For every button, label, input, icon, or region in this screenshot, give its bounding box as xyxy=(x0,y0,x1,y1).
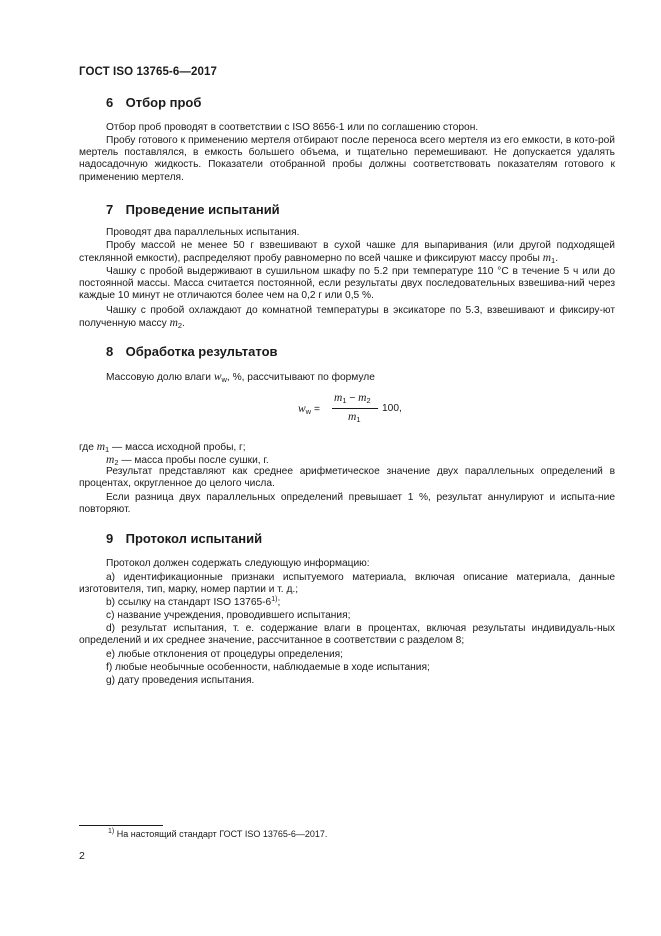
list-item: c) название учреждения, проводившего испытания; xyxy=(106,610,351,621)
footnote-separator xyxy=(79,825,163,826)
formula-lhs: $w_w$ = xyxy=(298,403,320,416)
paragraph: Пробу массой не менее 50 г взвешивают в сухой чашке для выпаривания (или другой подходящей стеклянной емкости), распределяют пробу равномерно по всей чашке и фиксируют массу пробы $m_1$. xyxy=(79,240,615,266)
variable-definition-m2: $m_2$ — масса пробы после сушки, г. xyxy=(106,454,269,467)
paragraph: Чашку с пробой выдерживают в сушильном шкафу по 5.2 при температуре 110 °С в течение 5 ч или до постоянной массы. Масса считается постоянной, если результаты двух последовательных взвешива-ний через каждые 10 минут не отличаются более чем на 0,2 г или 0,5 %. xyxy=(79,266,615,302)
list-item: а) идентификационные признаки испытуемого материала, включая описание материала, данные изготовителя, тип, марку, номер партии и т. д.; xyxy=(79,572,615,596)
section-8-heading xyxy=(106,344,278,359)
list-item: f) любые необычные особенности, наблюдаемые в ходе испытания; xyxy=(106,662,430,673)
paragraph: Результат представляют как среднее арифметическое значение двух параллельных определений в процентах, округленное до целого числа. xyxy=(79,466,615,490)
list-item: g) дату проведения испытания. xyxy=(106,675,255,686)
section-title: Протокол испытаний xyxy=(125,531,263,546)
variable: m xyxy=(542,252,552,265)
list-item: b) ссылку на стандарт ISO 13765-6$^{1)}$; xyxy=(106,596,281,608)
list-item: e) любые отклонения от процедуры определения; xyxy=(106,649,344,660)
variable: w xyxy=(213,371,222,383)
formula-numerator: $m_1 - m_2$ xyxy=(334,392,371,405)
formula-denominator: $m_1$ xyxy=(348,411,361,424)
paragraph: Проводят два параллельных испытания. xyxy=(106,227,300,238)
section-number: 6 xyxy=(106,95,114,110)
section-title: Проведение испытаний xyxy=(125,202,280,217)
paragraph: Чашку с пробой охлаждают до комнатной температуры в эксикаторе по 5.3, взвешивают и фиксиру-ют полученную массу $m_2$. xyxy=(79,305,615,331)
section-7-heading xyxy=(106,202,280,217)
section-6-heading xyxy=(106,95,201,110)
section-title: Обработка результатов xyxy=(125,344,278,359)
section-number: 9 xyxy=(106,531,114,546)
section-number: 8 xyxy=(106,344,114,359)
paragraph: Массовую долю влаги $w_w$, %, рассчитывают по формуле xyxy=(106,371,375,384)
section-9-heading xyxy=(106,531,262,546)
section-title: Отбор проб xyxy=(125,95,202,110)
paragraph: Протокол должен содержать следующую информацию: xyxy=(106,558,370,569)
moisture-formula xyxy=(298,392,408,426)
paragraph: Если разница двух параллельных определений превышает 1 %, результат аннулируют и испыта-ние повторяют. xyxy=(79,492,615,516)
paragraph: Пробу готового к применению мертеля отбирают после переноса всего мертеля из его емкости, в кото-рой мертель поставлялся, в емкость большего объема, и тщательно перемешивают. Не допускается удалять надосадочную жидкость. Показатели отобранной пробы должны соответствовать показателям готового к применению мертеля. xyxy=(79,135,615,183)
footnote: $^{1)}$ На настоящий стандарт ГОСТ ISO 13765-6—2017. xyxy=(108,828,328,839)
list-item: d) результат испытания, т. е. содержание влаги в процентах, включая результаты индивидуаль-ных определений и их среднее значение, рассчитанное в соответствии с разделом 8; xyxy=(79,623,615,647)
fraction-line xyxy=(332,408,378,409)
variable-definition-m1: где $m_1$ — масса исходной пробы, г; xyxy=(79,441,246,454)
section-number: 7 xyxy=(106,202,114,217)
footnote-ref: 1) xyxy=(271,596,278,603)
variable: m xyxy=(169,317,178,330)
paragraph: Отбор проб проводят в соответствии с ISO 8656-1 или по соглашению сторон. xyxy=(106,122,479,133)
formula-tail: 100, xyxy=(382,403,402,414)
page-number: 2 xyxy=(79,850,85,862)
standard-code-header: ГОСТ ISO 13765-6—2017 xyxy=(79,66,217,78)
footnote-mark: 1) xyxy=(108,828,115,835)
